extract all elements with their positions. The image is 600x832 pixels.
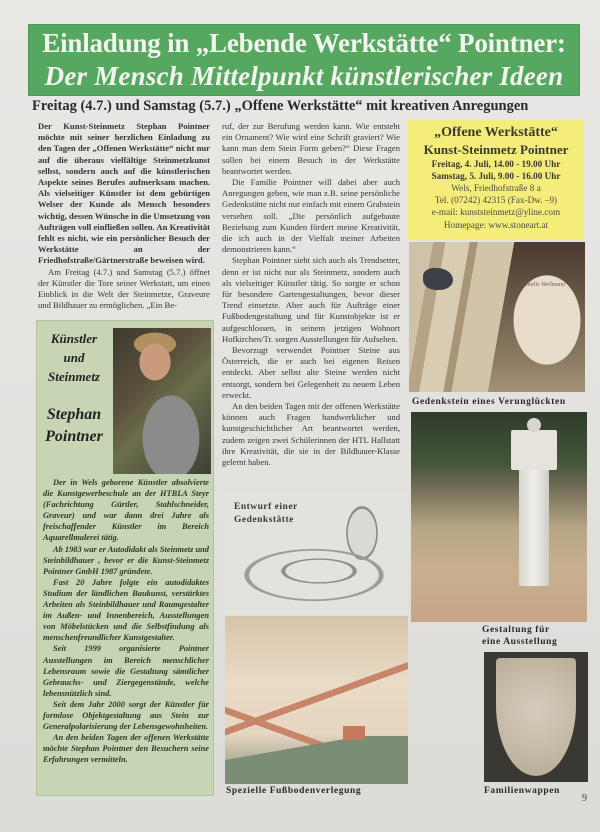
exhibition-caption [482, 624, 557, 648]
article-paragraph: Die Familie Pointner will dabei aber auch Anregungen geben, wie man z.B. seine persönliche Gedenkstätte nicht nur einfach mit einem Grabstein versehen soll. „Die persönlich aufgebaute Beziehung zum Kunden fördert meine Kreativität, die ich auch in der Vielfalt meiner Arbeiten demonstrieren kann.“ [222, 177, 400, 255]
memorial-column-photo [411, 412, 587, 622]
info-company: Kunst-Steinmetz Pointner [423, 142, 569, 157]
info-address: Wels, Friedhofstraße 8 a [451, 183, 541, 193]
bio-paragraph: Seit dem Jahr 2000 sorgt der Künstler für formlose Objektgestaltung aus Stein zur Generalpolarisierung der Lebensgewohnheiten. [43, 699, 209, 732]
info-day-1: Freitag, 4. Juli, 14.00 - 19.00 Uhr [431, 159, 561, 169]
bio-paragraph: An den beiden Tagen der offenen Werkstätte möchte Stephan Pointner den Besuchern seine Erfahrungen vermitteln. [43, 733, 209, 765]
article-paragraph: An den beiden Tagen mit der offenen Werkstätte können auch Fragen handwerklicher und kunstgeschichtlicher Art beantwortet werden, zudem zeigen zwei Schülerinnen der HTL Hallstatt ihre Kreativität, die sie in der Bildhauer-Klasse gelernt haben. [222, 401, 400, 468]
grave-inscription: Familie Weilmann [521, 282, 565, 288]
article-subhead: Freitag (4.7.) und Samstag (5.7.) „Offene Werkstätte“ mit kreativen Anregungen [32, 98, 529, 114]
article-column-1 [38, 121, 210, 311]
article-paragraph: Am Freitag (4.7.) und Samstag (5.7.) öffnet der Künstler die Tore seiner Werkstatt, um einen Einblick in die Welt der Steinmetze, Graveure und Bildhauer zu ermöglichen. „Ein Be- [38, 266, 210, 311]
headline-title: Einladung in „Lebende Werkstätte“ Pointner: [42, 28, 566, 58]
column-ball [527, 418, 541, 432]
info-phone: Tel. (07242) 42315 (Fax-Dw. –9) [434, 195, 558, 206]
event-info-box [408, 120, 584, 240]
headline-banner [28, 24, 580, 96]
article-intro: Der Kunst-Steinmetz Stephan Pointner möchte mit seiner herzlichen Einladung zu den Tagen der „Offenen Werkstätte“ nicht nur auf die überaus vielfältige Steinmetzkunst selbst, sondern auch auf die künstlerischen Aspekte seines Berufes aufmerksam machen. Als vielseitiger Künstler ist dem gebürtigen Welser der Kunde als Mensch besonders wichtig, dessen Wünsche in die Umsetzung von Aufträgen voll einfließen sollen. An Kreativität fehlt es nicht, wie ein persönlicher Besuch der Werkstätte an der Friedhofstraße/Gärtnerstraße beweisen wird. [38, 121, 210, 266]
memorial-sketch [224, 493, 408, 615]
info-email: e-mail: kunststeinmetz@yline.com [431, 207, 561, 218]
bronze-ornament [423, 268, 453, 290]
floor-tiling-photo [225, 616, 408, 784]
family-crest-photo [484, 652, 588, 782]
article-column-2 [222, 121, 400, 468]
gravestone-caption: Gedenkstein eines Verunglückten [412, 397, 566, 407]
floor-inlay-tile [343, 726, 365, 740]
floor-caption: Spezielle Fußbodenverlegung [226, 786, 362, 796]
column-head [511, 430, 557, 470]
bio-paragraph: Fast 20 Jahre folgte ein autodidaktes Studium der ländlichen Baukunst, verstärktes Arbeiten als Steinbildhauer und Raumgestalter im Außen- und Innenbereich, Ausstellungen von Möbelstücken und die Selbstfindung als menschenfreundlicher Kunstgestalter. [43, 577, 209, 643]
headline-subtitle: Der Mensch Mittelpunkt künstlerischer Ideen [44, 61, 564, 91]
floor-green-area [225, 736, 408, 784]
bio-name-line: Stephan [46, 406, 102, 423]
info-homepage: Homepage: www.stoneart.at [443, 219, 549, 230]
bio-paragraph: Der in Wels geborene Künstler absolvierte die Kunstgewerbeschule an der HTBLA Steyr (Fachrichtung Gürtler, Stahlschneider, Graveur) und war dann drei Jahre als freischaffender Künstler im Bereich Aquarellmalerei tätig. [43, 478, 209, 543]
artist-bio-box [36, 320, 214, 796]
info-day-2: Samstag, 5. Juli, 9.00 - 16.00 Uhr [431, 171, 561, 181]
sketch-label [234, 501, 298, 527]
sketch-label-line: Entwurf einer [234, 502, 298, 512]
artist-portrait-photo [113, 328, 211, 474]
bio-heading-line: Künstler [50, 331, 98, 346]
sketch-label-line: Gedenkstätte [234, 515, 294, 525]
bio-text [43, 477, 209, 765]
bio-name-line: Pointner [45, 428, 103, 445]
article-paragraph: Bevorzugt verwendet Pointner Steine aus Österreich, die er auch bei eigenen Reisen entdeckt. Aber selbst alte Steine werden nicht entsorgt, sondern bei Gelegenheit zu neuem Leben erweckt. [222, 345, 400, 400]
article-paragraph: Stephan Pointner sieht sich auch als Trendsetter, denn er ist nicht nur als Steinmetz, sondern auch als vielseitiger Künstler tätig. So sorgte er schon für besondere Gartengestaltungen, bevor dieser Trend einsetzte. Aber auch für Aufträge einer Fußbodengestaltung und für Kunstobjekte ist er aufgeschlossen, in seinem jetzigen Wohnort Hofkirchen/Tr. sorgen Ausstellungen für Aufsehen. [222, 255, 400, 344]
gravestone-photo [409, 242, 585, 392]
bio-heading-line: Steinmetz [47, 369, 100, 384]
info-title: „Offene Werkstätte“ [434, 125, 558, 140]
bio-heading [37, 329, 111, 448]
bio-paragraph: Ab 1983 war er Autodidakt als Steinmetz und Steinbildhauer , bevor er die Kunst-Steinmetz Pointner GmbH 1987 gründete. [43, 544, 209, 576]
bio-heading-line: und [63, 350, 85, 365]
crest-stone [496, 658, 576, 776]
crest-caption: Familienwappen [484, 786, 560, 796]
bio-paragraph: Seit 1999 organisierte Pointner Ausstellungen im Bereich menschlicher Lebensraum sowie die Gestaltung sämtlicher Gebrauchs- und Ziergegenstände, welche lebensnützlich sind. [43, 644, 209, 698]
exhibition-caption-line: Gestaltung für [482, 625, 550, 635]
article-paragraph: ruf, der zur Berufung werden kann. Wie entsteht ein Ornament? Wie wird eine Schrift graviert? Wie kann man dem Stein Form geben?“ Diese Fragen sollen bei einem Besuch in der Werkstätte beantwortet werden. [222, 121, 400, 176]
page-number: 9 [582, 793, 587, 804]
exhibition-caption-line: eine Ausstellung [482, 637, 558, 647]
